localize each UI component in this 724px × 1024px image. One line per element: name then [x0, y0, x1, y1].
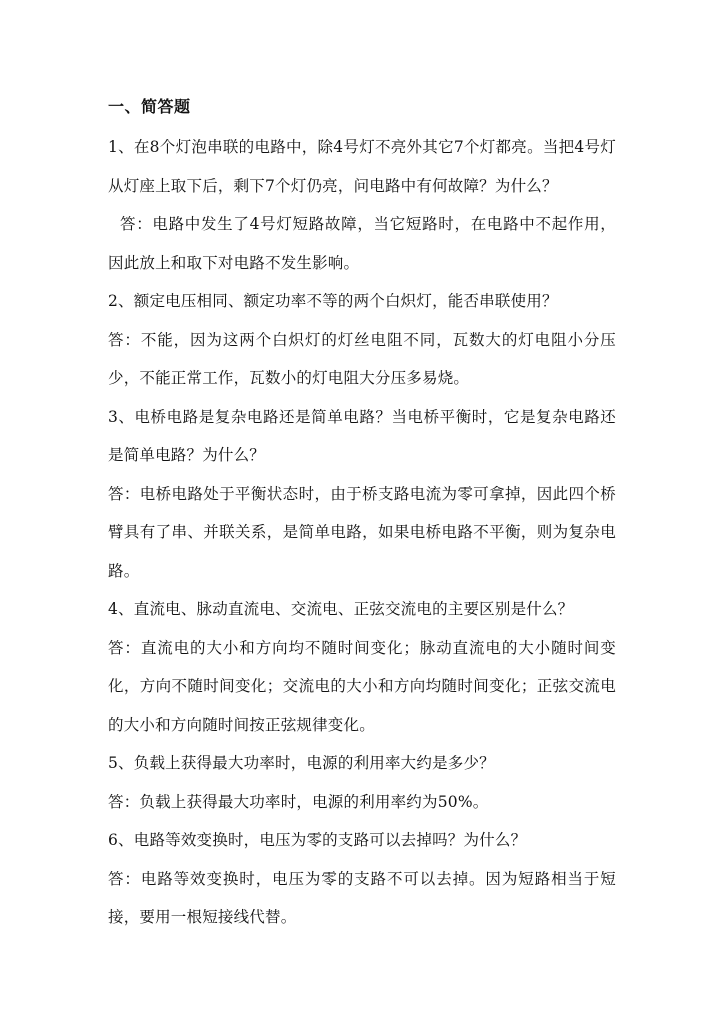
answer-1: 答：电路中发生了4号灯短路故障，当它短路时，在电路中不起作用，因此放上和取下对电路不发生影响。 [108, 215, 616, 272]
question-5: 5、负载上获得最大功率时，电源的利用率大约是多少？ [108, 754, 495, 772]
question-2: 2、额定电压相同、额定功率不等的两个白炽灯，能否串联使用？ [108, 292, 558, 310]
question-4: 4、直流电、脉动直流电、交流电、正弦交流电的主要区别是什么？ [108, 600, 574, 618]
question-6: 6、电路等效变换时，电压为零的支路可以去掉吗？为什么？ [108, 831, 527, 849]
answer-6: 答：电路等效变换时，电压为零的支路不可以去掉。因为短路相当于短接，要用一根短接线代替。 [108, 869, 616, 926]
answer-3: 答：电桥电路处于平衡状态时，由于桥支路电流为零可拿掉，因此四个桥臂具有了串、并联关系，是简单电路，如果电桥电路不平衡，则为复杂电路。 [108, 484, 616, 580]
question-3: 3、电桥电路是复杂电路还是简单电路？当电桥平衡时，它是复杂电路还是简单电路？为什么？ [108, 407, 616, 464]
section-title: 一、简答题 [108, 97, 191, 116]
answer-2: 答：不能，因为这两个白炽灯的灯丝电阻不同，瓦数大的灯电阻小分压少，不能正常工作，瓦数小的灯电阻大分压多易烧。 [108, 330, 616, 387]
document-content [108, 92, 616, 937]
question-1: 1、在8个灯泡串联的电路中，除4号灯不亮外其它7个灯都亮。当把4号灯从灯座上取下后，剩下7个灯仍亮，问电路中有何故障？为什么？ [108, 138, 616, 195]
answer-5: 答：负载上获得最大功率时，电源的利用率约为50%。 [108, 792, 489, 811]
answer-4: 答：直流电的大小和方向均不随时间变化；脉动直流电的大小随时间变化，方向不随时间变化；交流电的大小和方向均随时间变化；正弦交流电的大小和方向随时间按正弦规律变化。 [108, 638, 616, 734]
